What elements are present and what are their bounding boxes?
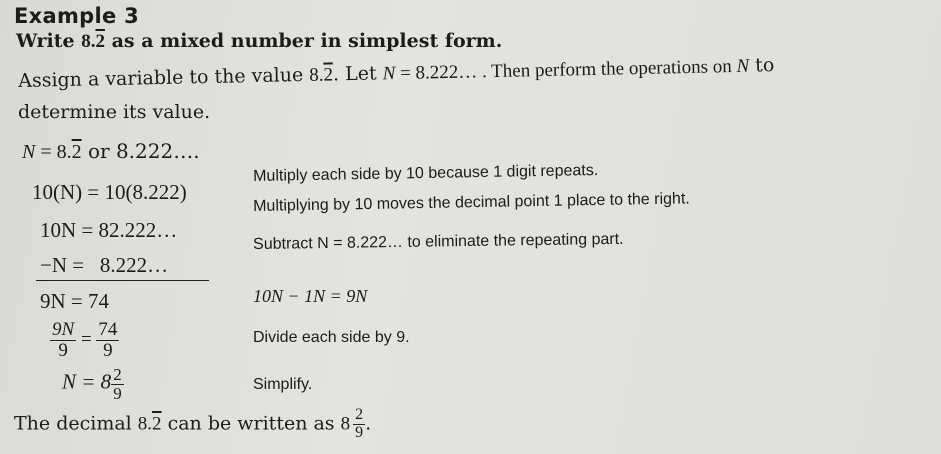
- assign-post: to: [748, 54, 775, 77]
- repeating-digit: 2: [152, 413, 162, 435]
- step-2-equation: 10N = 82.222…: [40, 218, 178, 242]
- denominator: 9: [113, 383, 122, 403]
- example-heading: Example 3: [14, 4, 140, 28]
- assign-decimal: [309, 64, 333, 85]
- assign-pre: Assign a variable to the value: [18, 63, 310, 92]
- instruction-pre: Write: [16, 30, 82, 52]
- variable-n: N: [22, 141, 36, 163]
- conclusion-pre: The decimal: [14, 412, 138, 435]
- repeating-digit: 2: [95, 31, 105, 52]
- assign-mid: . Let: [332, 62, 383, 86]
- decimal-base: 8.: [81, 31, 96, 52]
- numerator: 9N: [52, 319, 75, 340]
- instruction-text: [16, 30, 502, 53]
- simplify-note: Simplify.: [253, 376, 313, 393]
- step-1-note: Multiply each side by 10 because 1 digit repeats.: [253, 161, 599, 185]
- step-1-equation: 10(N) = 10(8.222): [32, 180, 187, 204]
- n-definition: [22, 139, 200, 164]
- decimal-base: 8.: [137, 413, 153, 435]
- assign-line-1: [18, 54, 775, 93]
- numerator: 74: [98, 319, 118, 340]
- simplify-fraction: [111, 366, 124, 403]
- denominator: 9: [355, 423, 364, 441]
- variable-n: N: [382, 63, 396, 85]
- equals-sign: =: [76, 328, 97, 350]
- conclusion-mid: can be written as: [161, 412, 341, 435]
- repeating-digit: 2: [323, 64, 334, 86]
- numerator: 2: [355, 406, 364, 423]
- step-3-equation: −N = 8.222…: [40, 253, 169, 277]
- simplify-equation: [62, 366, 124, 403]
- subtraction-rule: [36, 280, 209, 281]
- assign-line-2: determine its value.: [18, 101, 211, 123]
- repeating-digit: 2: [71, 141, 82, 163]
- fraction-right: [96, 320, 119, 361]
- decimal-base: 8.: [309, 64, 324, 86]
- instruction-post: as a mixed number in simplest form.: [104, 30, 503, 52]
- conclusion-fraction: [353, 407, 365, 442]
- assign-equation: = 8.222… . Then perform the operations on: [395, 55, 737, 85]
- conclusion-text: [14, 407, 371, 442]
- n-eq: = 8.: [35, 141, 72, 163]
- divide-equation: [50, 320, 119, 361]
- mixed-whole: 8: [340, 413, 351, 435]
- conclusion-post: .: [365, 412, 372, 435]
- n-post: or 8.222….: [81, 139, 200, 163]
- denominator: 9: [58, 339, 68, 361]
- divide-note: Divide each side by 9.: [253, 329, 410, 346]
- step-2-note: Multiplying by 10 moves the decimal point 1 place to the right.: [253, 190, 690, 215]
- fraction-left: [50, 320, 76, 361]
- simplify-lhs: N = 8: [62, 369, 112, 394]
- denominator: 9: [103, 339, 113, 361]
- step-3-note: Subtract N = 8.222… to eliminate the repeating part.: [253, 230, 624, 253]
- variable-n: N: [736, 55, 750, 77]
- conclusion-decimal: [138, 413, 162, 434]
- numerator: 2: [113, 365, 122, 384]
- step-4-equation: 9N = 74: [40, 289, 110, 313]
- instruction-decimal: [81, 31, 105, 52]
- step-4-note: 10N − 1N = 9N: [253, 286, 368, 306]
